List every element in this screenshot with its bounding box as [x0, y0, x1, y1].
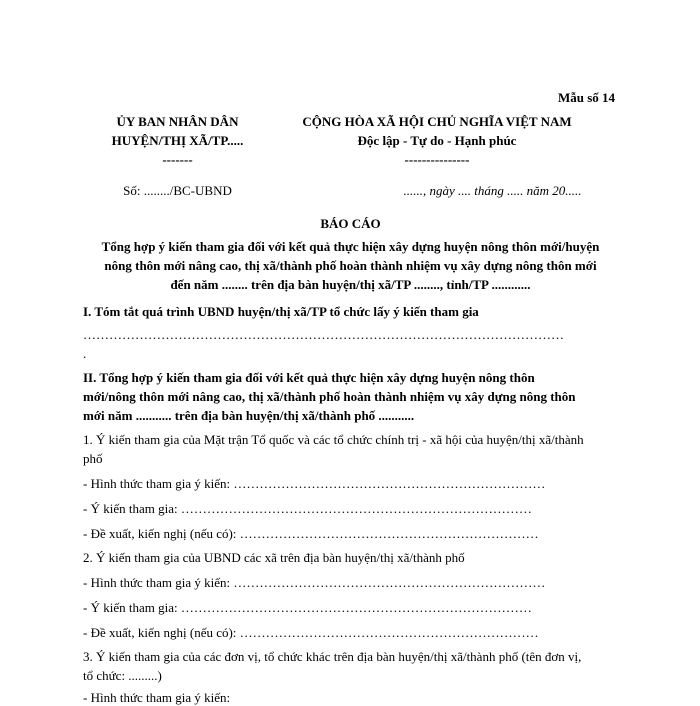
national-title: CỘNG HÒA XÃ HỘI CHỦ NGHĨA VIỆT NAM [302, 114, 572, 129]
section2-heading-line3: mới năm ........... trên địa bàn huyện/thị xã/thành phố ........... [83, 408, 415, 423]
item1-heading-line2: phố [83, 451, 103, 466]
item3-heading-line1: 3. Ý kiến tham gia của các đơn vị, tổ chức khác trên địa bàn huyện/thị xã/thành phố (tên đơn vị, [83, 649, 582, 664]
section2-heading-line2: mới/nông thôn mới nâng cao, thị xã/thành phố hoàn thành nhiệm vụ xây dựng nông thôn [83, 389, 576, 404]
subtitle-line2: nông thôn mới nâng cao, thị xã/thành phố hoàn thành nhiệm vụ xây dựng nông thôn mới [104, 258, 597, 273]
document-title: BÁO CÁO [320, 216, 381, 231]
reference-number: Số: ......../BC-UBND [123, 183, 232, 198]
section2-heading-line1: II. Tổng hợp ý kiến tham gia đối với kết quả thực hiện xây dựng huyện nông thôn [83, 370, 535, 385]
section1-dots: ………………………………………………………………………………………………… [83, 327, 564, 342]
left-header-separator: ------- [162, 152, 193, 167]
item1-opinion-field: - Ý kiến tham gia: ……………………………………………………………………… [83, 501, 532, 516]
item2-proposal-field: - Đề xuất, kiến nghị (nếu có): …………………………………………………………… [83, 625, 539, 640]
subtitle-line1: Tổng hợp ý kiến tham gia đối với kết quả thực hiện xây dựng huyện nông thôn mới/huyện [101, 239, 600, 254]
right-header-separator: --------------- [404, 152, 470, 167]
subtitle-line3: đến năm ........ trên địa bàn huyện/thị xã/TP ........, tỉnh/TP ............ [170, 277, 531, 292]
left-header-line2: HUYỆN/THỊ XÃ/TP..... [111, 133, 244, 148]
item2-heading: 2. Ý kiến tham gia của UBND các xã trên địa bàn huyện/thị xã/thành phố [83, 550, 465, 565]
left-header-line1: ỦY BAN NHÂN DÂN [116, 114, 239, 129]
national-motto: Độc lập - Tự do - Hạnh phúc [357, 133, 517, 148]
item1-form-field: - Hình thức tham gia ý kiến: ……………………………………………………………… [83, 476, 546, 491]
form-number: Mẫu số 14 [558, 90, 616, 105]
document-date: ......, ngày .... tháng ..... năm 20..... [403, 183, 582, 198]
section1-dots-end: . [83, 346, 87, 361]
item1-proposal-field: - Đề xuất, kiến nghị (nếu có): …………………………………………………………… [83, 526, 539, 541]
item2-opinion-field: - Ý kiến tham gia: ……………………………………………………………………… [83, 600, 532, 615]
item3-form-field: - Hình thức tham gia ý kiến: [83, 690, 231, 705]
item3-heading-line2: tổ chức: .........) [83, 668, 162, 683]
item1-heading-line1: 1. Ý kiến tham gia của Mặt trận Tổ quốc và các tổ chức chính trị - xã hội của huyện/thị xã/thành [83, 432, 584, 447]
section1-heading: I. Tóm tắt quá trình UBND huyện/thị xã/TP tổ chức lấy ý kiến tham gia [83, 304, 479, 319]
item2-form-field: - Hình thức tham gia ý kiến: ……………………………………………………………… [83, 575, 546, 590]
